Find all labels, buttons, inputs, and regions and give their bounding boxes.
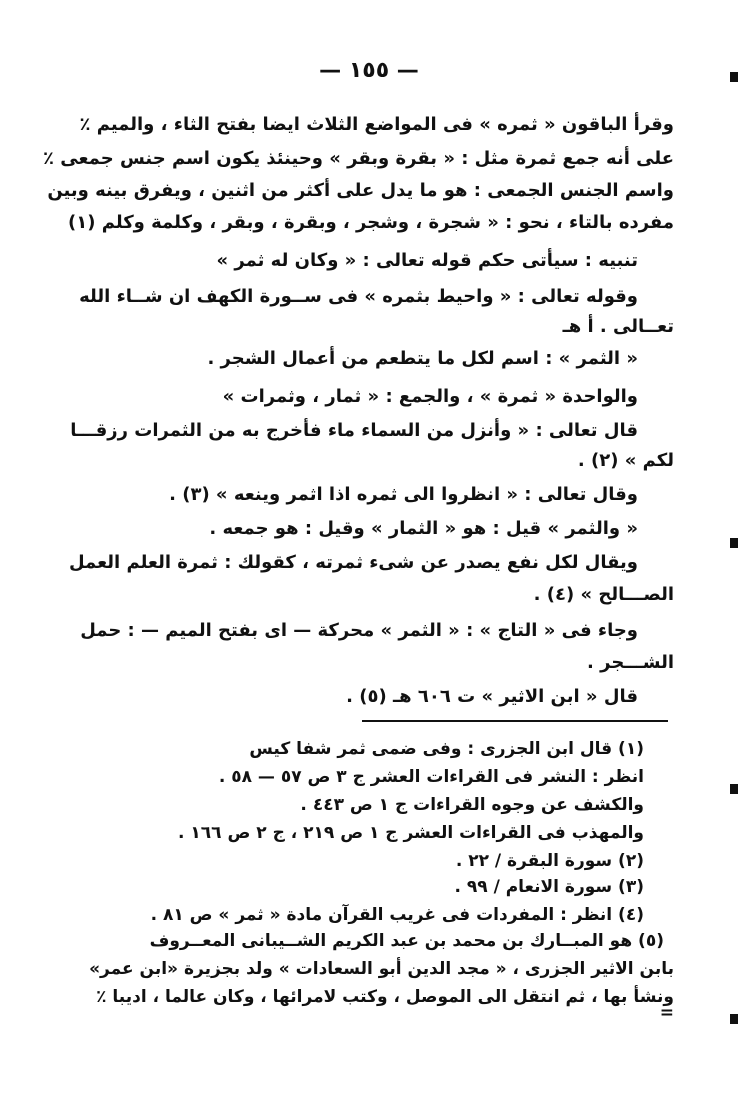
body-line: الشـــجر . [587, 652, 674, 673]
scan-mark [730, 538, 738, 548]
body-line: تنبيه : سيأتى حكم قوله تعالى : « وكان له ثمر » [216, 250, 638, 271]
body-line: ويقال لكل نفع يصدر عن شىء ثمرته ، كقولك : ثمرة العلم العمل [68, 552, 638, 573]
footnote-line: ونشأ بها ، ثم انتقل الى الموصل ، وكتب لامرائها ، وكان عالما ، اديبا ٪ [96, 987, 674, 1007]
footnote-line: = [659, 1003, 674, 1023]
footnote-line: (٢) سورة البقرة / ٢٢ . [455, 851, 644, 871]
page-number: — ١٥٥ — [319, 58, 419, 83]
body-line: الصـــالح » (٤) . [533, 584, 674, 605]
footnote-line: (٥) هو المبــارك بن محمد بن عبد الكريم الشــيبانى المعــروف [149, 931, 664, 951]
footnote-line: (٣) سورة الانعام / ٩٩ . [454, 877, 644, 897]
body-line: وقرأ الباقون « ثمره » فى المواضع الثلاث ايضا بفتح الثاء ، والميم ٪ [79, 114, 674, 135]
body-line: لكم » (٢) . [577, 450, 674, 471]
footnote-line: (١) قال ابن الجزرى : وفى ضمى ثمر شفا كيس [249, 739, 644, 759]
footnote-line: والكشف عن وجوه القراءات ج ١ ص ٤٤٣ . [300, 795, 644, 815]
body-line: قال تعالى : « وأنزل من السماء ماء فأخرج به من الثمرات رزقـــا [70, 420, 638, 441]
body-line: على أنه جمع ثمرة مثل : « بقرة وبقر » وحينئذ يكون اسم جنس جمعى ٪ [43, 148, 674, 169]
scan-mark [730, 784, 738, 794]
scan-mark [730, 1014, 738, 1024]
footnote-line: بابن الاثير الجزرى ، « مجد الدين أبو السعادات » ولد بجزيرة «ابن عمر» [89, 959, 674, 979]
body-line: مفرده بالتاء ، نحو : « شجرة ، وشجر ، وبقرة ، وبقر ، وكلمة وكلم (١) [68, 212, 674, 233]
body-line: والواحدة « ثمرة » ، والجمع : « ثمار ، وثمرات » [222, 386, 638, 407]
footnote-line: (٤) انظر : المفردات فى غريب القرآن مادة « ثمر » ص ٨١ . [150, 905, 644, 925]
scan-mark [730, 72, 738, 82]
body-line: تعــالى . أ هـ [562, 316, 674, 337]
footnote-line: انظر : النشر فى القراءات العشر ج ٣ ص ٥٧ — ٥٨ . [218, 767, 644, 787]
body-line: وقوله تعالى : « واحيط بثمره » فى ســورة الكهف ان شــاء الله [79, 286, 638, 307]
footnote-separator [362, 720, 668, 722]
body-line: وجاء فى « التاج » : « الثمر » محركة — اى بفتح الميم — : حمل [80, 620, 638, 641]
footnote-line: والمهذب فى القراءات العشر ج ١ ص ٢١٩ ، ج ٢ ص ١٦٦ . [178, 823, 644, 843]
body-line: « والثمر » قيل : هو « الثمار » وقيل : هو جمعه . [209, 518, 638, 539]
body-line: قال « ابن الاثير » ت ٦٠٦ هـ (٥) . [346, 686, 638, 707]
body-line: وقال تعالى : « انظروا الى ثمره اذا اثمر وينعه » (٣) . [169, 484, 638, 505]
body-line: « الثمر » : اسم لكل ما يتطعم من أعمال الشجر . [207, 348, 638, 369]
body-line: واسم الجنس الجمعى : هو ما يدل على أكثر من اثنين ، ويفرق بينه وبين [47, 180, 674, 201]
